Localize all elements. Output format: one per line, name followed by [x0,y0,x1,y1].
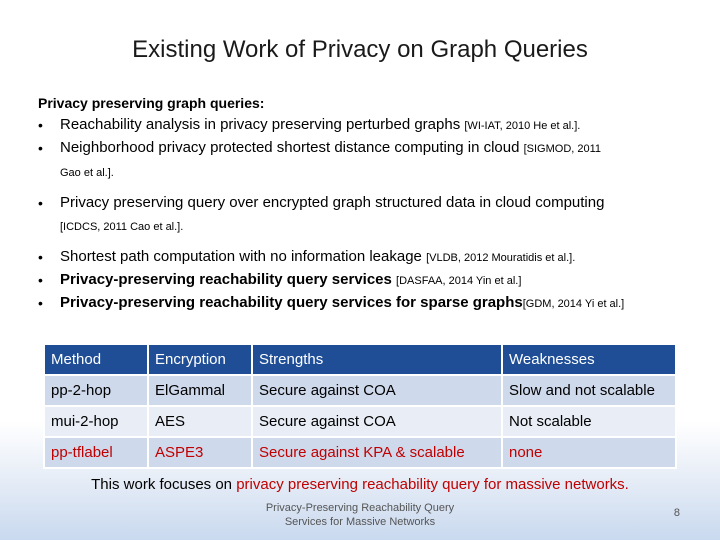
bullet-text: Reachability analysis in privacy preserving perturbed graphs [60,116,465,133]
bullet-item [38,138,698,183]
bullet-icon: • [38,249,43,265]
conclusion-highlight: privacy preserving reachability query for massive networks. [236,476,629,493]
bullet-citation: [GDM, 2014 Yi et al.] [522,298,625,310]
column-header-encryption: Encryption [148,344,252,375]
bullet-citation: [SIGMOD, 2011 [523,143,602,155]
comparison-table [43,343,677,469]
slide-title: Existing Work of Privacy on Graph Queries [132,36,588,63]
bullet-text: Shortest path computation with no information leakage [60,248,427,265]
bullet-citation: [DASFAA, 2014 Yin et al.] [396,275,522,287]
bullet-text: Privacy-preserving reachability query services [60,271,397,288]
table-cell: pp-tflabel [44,437,148,468]
bullet-icon: • [38,117,43,133]
slide-body [38,95,698,316]
table-cell: Not scalable [502,406,676,437]
table-cell: Secure against COA [252,375,502,406]
bullet-text: Privacy-preserving reachability query services for sparse graphs [60,294,523,311]
section-heading: Privacy preserving graph queries: [38,95,265,111]
bullet-item [38,247,698,268]
table-row [44,437,676,468]
slide-footer [250,501,470,529]
bullet-citation-continued: Gao et al.]. [60,167,114,179]
table-cell: pp-2-hop [44,375,148,406]
bullet-icon: • [38,272,43,288]
bullet-citation: [VLDB, 2012 Mouratidis et al.]. [426,252,576,264]
bullet-item [38,270,698,291]
table-row [44,406,676,437]
table-cell: ASPE3 [148,437,252,468]
bullet-icon: • [38,140,43,156]
conclusion-text [0,476,720,493]
table-cell: AES [148,406,252,437]
bullet-citation: [WI-IAT, 2010 He et al.]. [464,120,581,132]
table-cell: none [502,437,676,468]
footer-line: Services for Massive Networks [284,516,436,528]
footer-line: Privacy-Preserving Reachability Query [265,502,455,514]
table-row [44,375,676,406]
bullet-text: Privacy preserving query over encrypted graph structured data in cloud computing [60,194,605,211]
table-cell: ElGammal [148,375,252,406]
table-cell: Secure against COA [252,406,502,437]
page-number: 8 [673,507,680,519]
conclusion-prefix: This work focuses on [91,476,237,493]
table-cell: mui-2-hop [44,406,148,437]
bullet-item [38,293,698,314]
bullet-citation-continued: [ICDCS, 2011 Cao et al.]. [60,221,184,233]
table-header-row [44,344,676,375]
bullet-icon: • [38,295,43,311]
bullet-icon: • [38,195,43,211]
column-header-strengths: Strengths [252,344,502,375]
column-header-method: Method [44,344,148,375]
bullet-text: Neighborhood privacy protected shortest distance computing in cloud [60,139,524,156]
table-cell: Secure against KPA & scalable [252,437,502,468]
column-header-weaknesses: Weaknesses [502,344,676,375]
table-cell: Slow and not scalable [502,375,676,406]
bullet-item [38,193,698,237]
bullet-item [38,115,698,136]
